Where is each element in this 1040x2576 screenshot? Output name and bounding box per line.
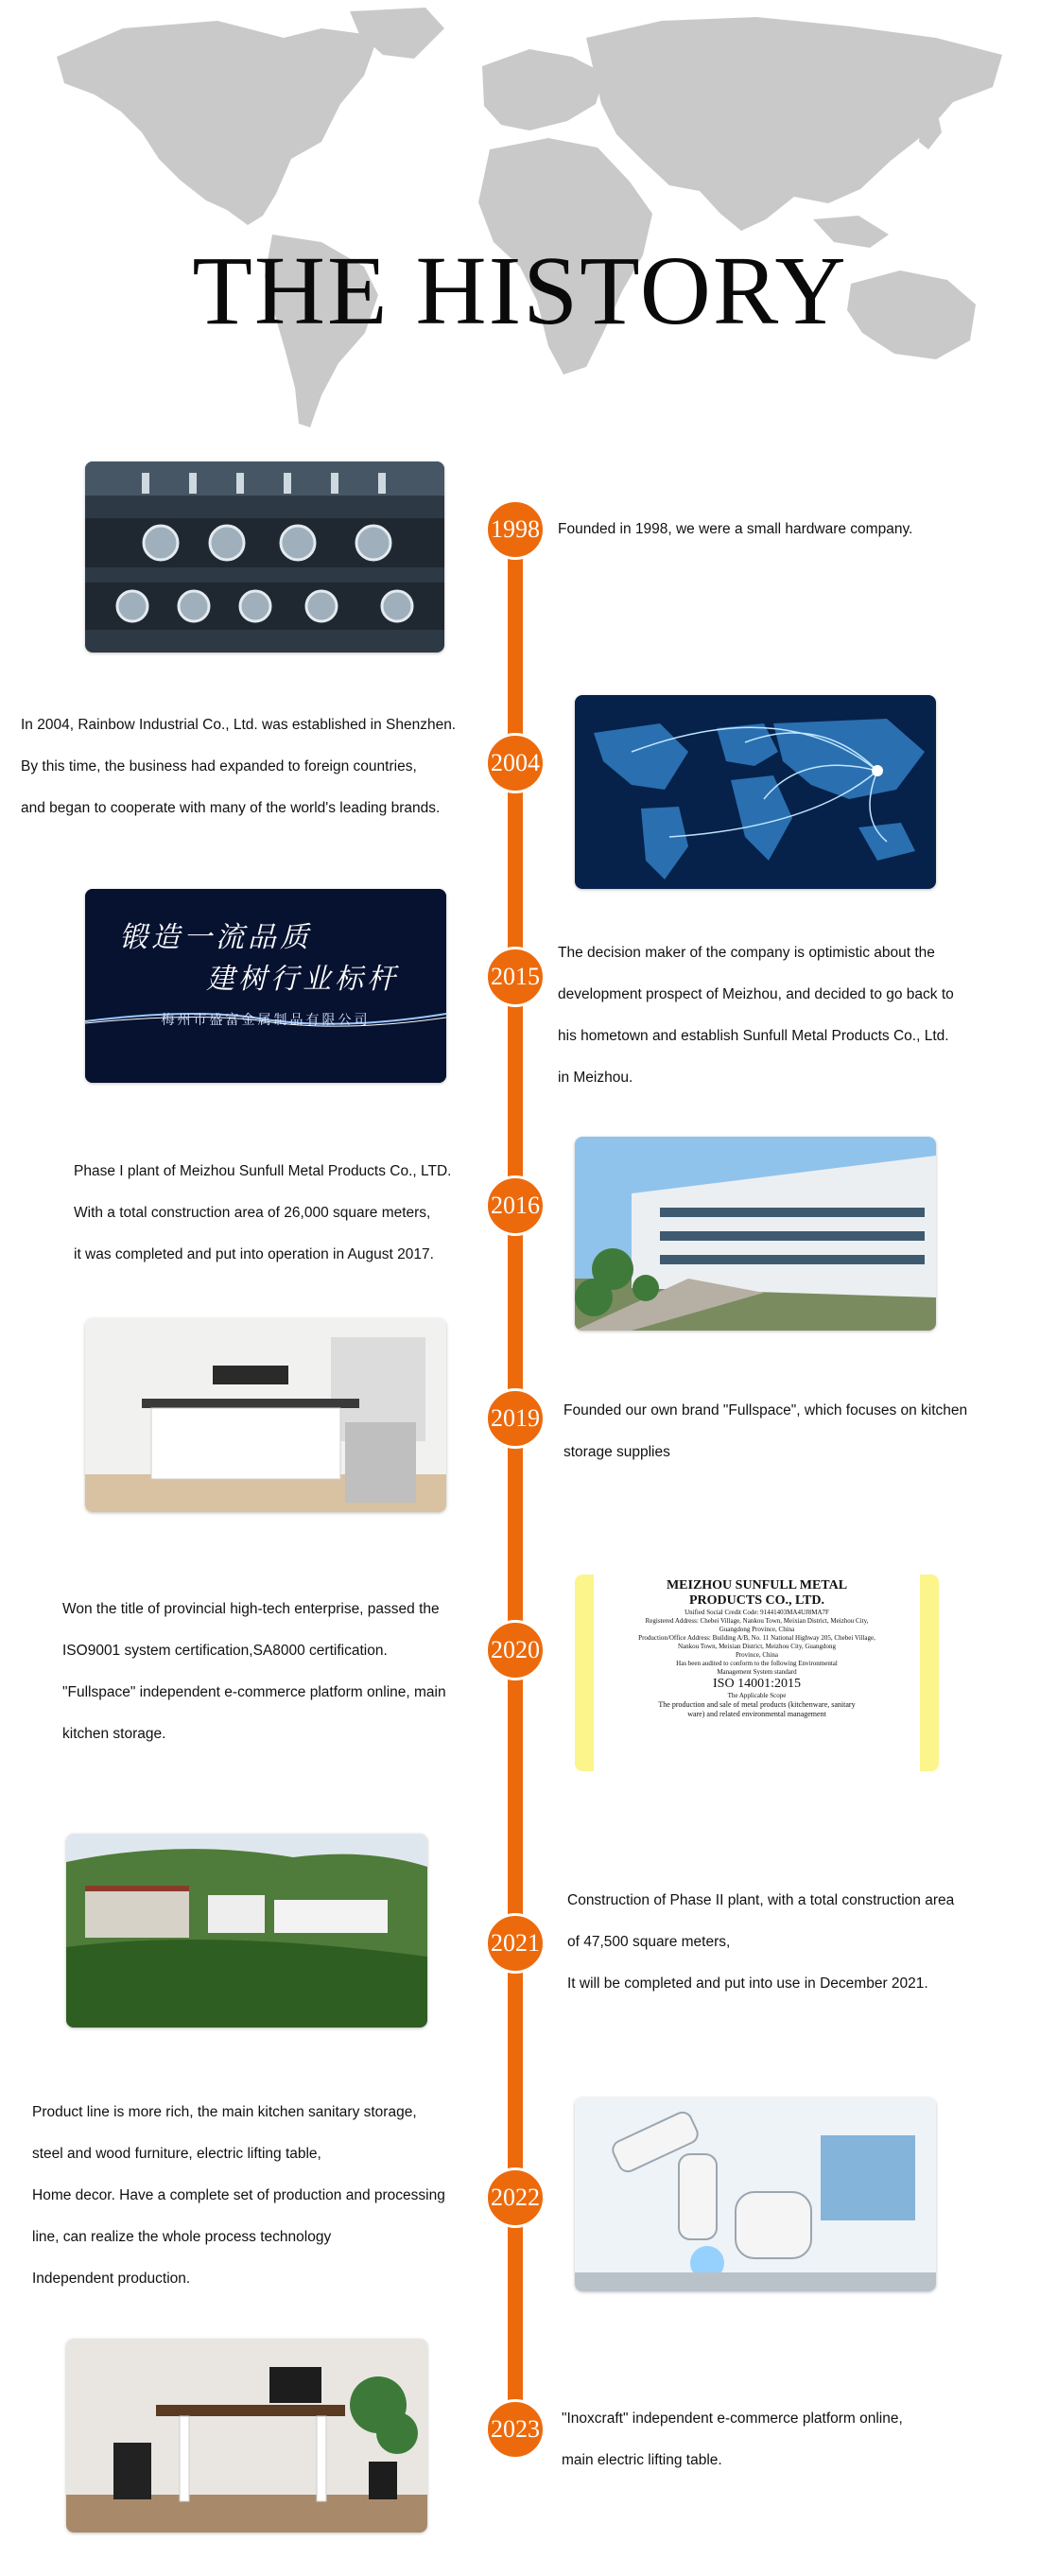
calligraphy-banner <box>85 889 446 1083</box>
milestone-2004-text <box>21 705 494 829</box>
certificate-scope-label: The Applicable Scope <box>727 1692 787 1699</box>
banner-slogan-line1: 锻造一流品质 <box>119 921 312 954</box>
milestone-line: Construction of Phase II plant, with a total construction area <box>567 1892 955 1908</box>
machinery-photo <box>85 461 444 653</box>
milestone-line: "Inoxcraft" independent e-commerce platform online, <box>562 2411 903 2427</box>
year-marker-2022: 2022 <box>485 2167 546 2228</box>
desk-photo <box>66 2339 427 2532</box>
milestone-line: Founded our own brand "Fullspace", which focuses on kitchen <box>563 1402 968 1419</box>
milestone-2022-text <box>32 2092 505 2300</box>
year-marker-2020: 2020 <box>485 1620 546 1680</box>
certificate-credit-code: Unified Social Credit Code: 91441403MA4UJ8MA7F <box>685 1609 829 1616</box>
certificate-scope-text: The production and sale of metal products (kitchenware, sanitary <box>658 1700 856 1709</box>
milestone-2015-text <box>558 932 1012 1099</box>
milestone-line: main electric lifting table. <box>562 2452 722 2468</box>
milestone-line: storage supplies <box>563 1444 670 1460</box>
certificate-heading-line1: MEIZHOU SUNFULL METAL <box>666 1578 848 1593</box>
certificate-production-address: Nankou Town, Meixian District, Meizhou City, Guangdong <box>677 1643 837 1650</box>
milestone-line: ISO9001 system certification,SA8000 certification. <box>62 1643 388 1659</box>
year-marker-1998: 1998 <box>485 499 546 560</box>
factory-photo <box>575 1137 936 1331</box>
banner-company-name: 梅州市盛富金属制品有限公司 <box>161 1012 371 1027</box>
milestone-line: and began to cooperate with many of the world's leading brands. <box>21 800 441 816</box>
milestone-line: steel and wood furniture, electric lifting table, <box>32 2146 321 2162</box>
kitchen-photo <box>85 1318 446 1512</box>
page-title: THE HISTORY <box>192 236 848 345</box>
milestone-line: Founded in 1998, we were a small hardware company. <box>558 521 913 537</box>
milestone-line: Phase I plant of Meizhou Sunfull Metal Products Co., LTD. <box>74 1163 452 1179</box>
certificate-scope-text: ware) and related environmental management <box>687 1710 826 1718</box>
milestone-line: of 47,500 square meters, <box>567 1934 731 1950</box>
milestone-2023-text <box>562 2398 1015 2481</box>
certificate-audit-text: Has been audited to conform to the following Environmental <box>676 1660 838 1667</box>
certificate-registered-address: Guangdong Province, China <box>719 1626 795 1633</box>
milestone-line: Home decor. Have a complete set of production and processing <box>32 2187 445 2203</box>
certificate-production-address: Production/Office Address: Building A/B, No. 11 National Highway 205, Chebei Village, <box>638 1634 875 1642</box>
milestone-line: Independent production. <box>32 2271 191 2287</box>
year-marker-2019: 2019 <box>485 1388 546 1449</box>
milestone-line: in Meizhou. <box>558 1070 633 1086</box>
milestone-line: it was completed and put into operation in August 2017. <box>74 1246 434 1262</box>
europe-shape <box>482 49 605 131</box>
milestone-line: With a total construction area of 26,000 square meters, <box>74 1205 431 1221</box>
milestone-2019-text <box>563 1390 1017 1473</box>
year-marker-2015: 2015 <box>485 947 546 1007</box>
certificate-heading-line2: PRODUCTS CO., LTD. <box>688 1593 824 1608</box>
milestone-2016-text <box>74 1151 499 1276</box>
milestone-line: line, can realize the whole process technology <box>32 2229 332 2245</box>
timeline-line <box>508 511 523 2430</box>
milestone-line: his hometown and establish Sunfull Metal Products Co., Ltd. <box>558 1028 949 1044</box>
milestone-2020-text <box>62 1589 497 1755</box>
milestone-line: In 2004, Rainbow Industrial Co., Ltd. was established in Shenzhen. <box>21 717 457 733</box>
world-map-background <box>38 0 1012 435</box>
year-marker-2016: 2016 <box>485 1175 546 1236</box>
north-america-shape <box>57 21 378 225</box>
milestone-line: kitchen storage. <box>62 1726 166 1742</box>
milestone-line: "Fullspace" independent e-commerce platform online, main <box>62 1684 446 1700</box>
certificate <box>575 1575 939 1771</box>
robot-welding-photo <box>575 2097 936 2291</box>
banner-slogan-line2: 建树行业标杆 <box>206 963 399 996</box>
certificate-audit-text: Management System standard <box>717 1668 797 1676</box>
aerial-plant-photo <box>66 1834 427 2028</box>
milestone-line: Won the title of provincial high-tech enterprise, passed the <box>62 1601 440 1617</box>
certificate-production-address: Province, China <box>735 1651 779 1659</box>
year-marker-2004: 2004 <box>485 733 546 793</box>
certificate-standard: ISO 14001:2015 <box>713 1677 801 1691</box>
year-marker-2023: 2023 <box>485 2399 546 2460</box>
milestone-line: The decision maker of the company is optimistic about the <box>558 945 935 961</box>
milestone-line: Product line is more rich, the main kitchen sanitary storage, <box>32 2104 417 2120</box>
milestone-1998-text <box>558 509 1012 550</box>
milestone-line: By this time, the business had expanded to foreign countries, <box>21 758 417 775</box>
milestone-line: It will be completed and put into use in December 2021. <box>567 1976 928 1992</box>
milestone-2021-text <box>567 1880 1021 2005</box>
certificate-registered-address: Registered Address: Chebei Village, Nankou Town, Meixian District, Meizhou City, <box>645 1617 869 1625</box>
milestone-line: development prospect of Meizhou, and decided to go back to <box>558 986 954 1002</box>
year-marker-2021: 2021 <box>485 1913 546 1974</box>
world-network-photo <box>575 695 936 889</box>
